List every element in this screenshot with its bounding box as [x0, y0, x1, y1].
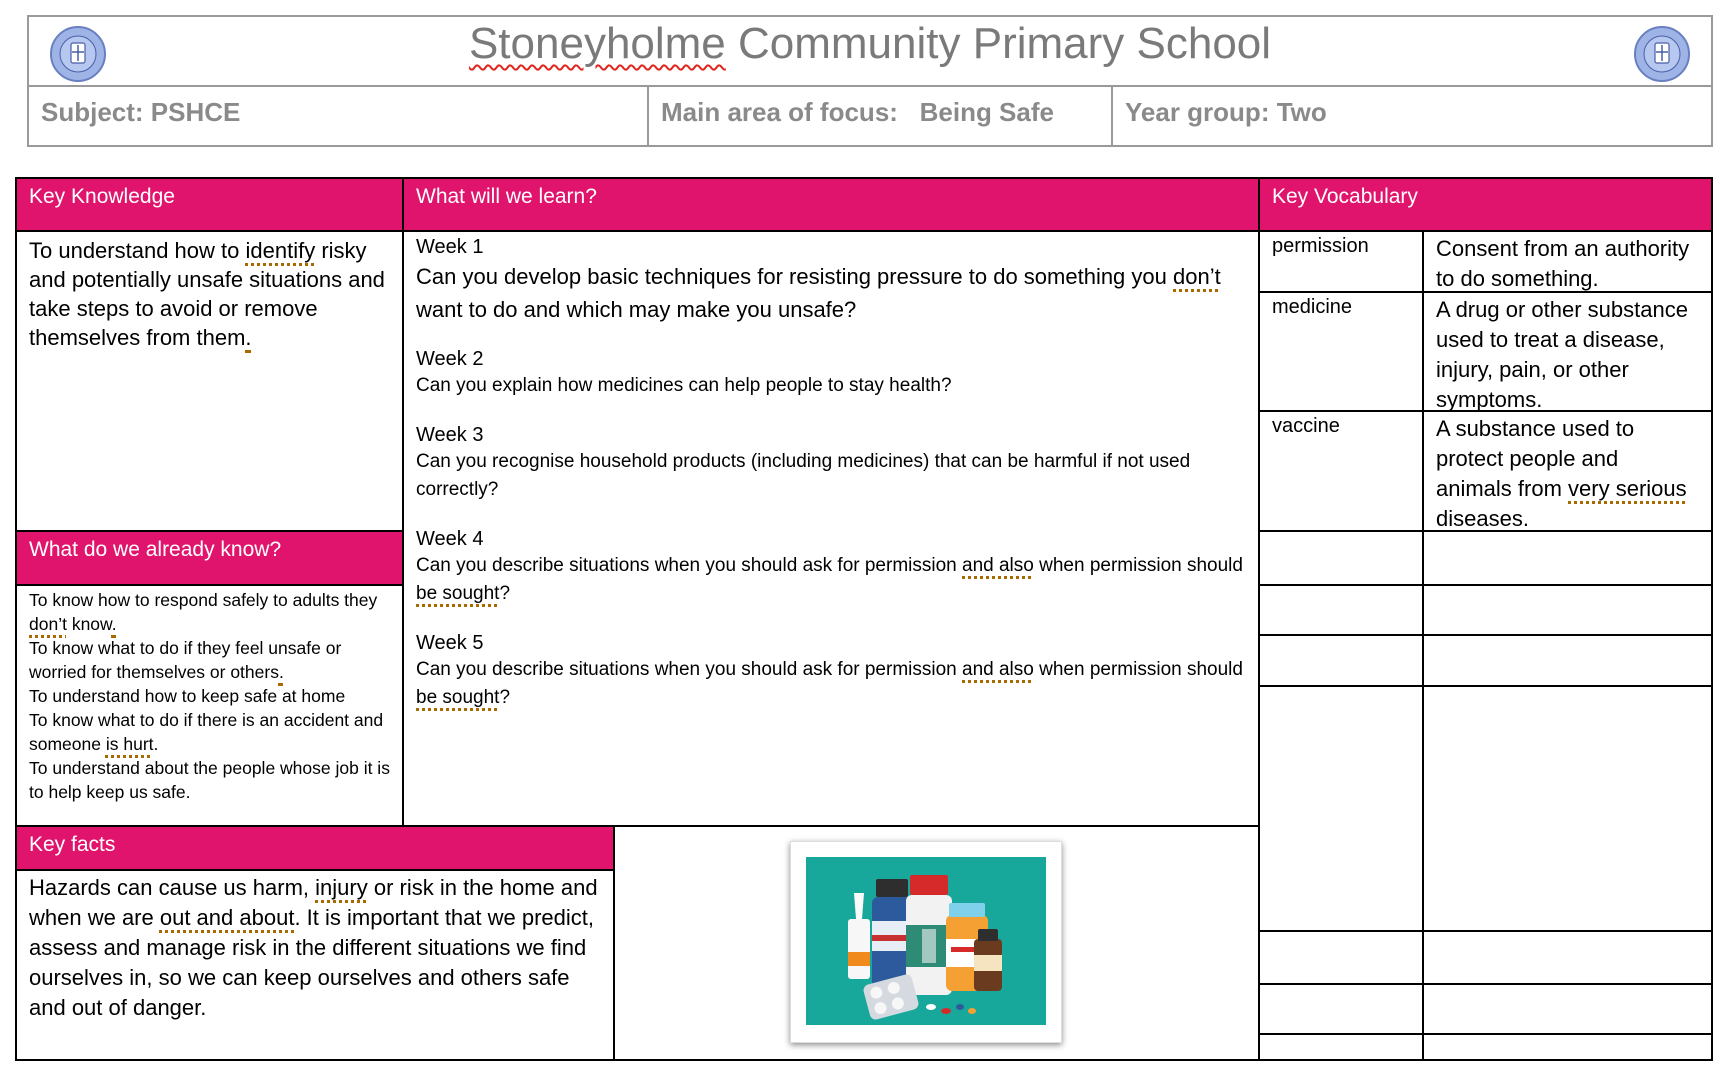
vocab-def-a: A substance used to protect people and animals from	[1436, 416, 1635, 501]
info-row	[29, 85, 1711, 147]
learn-heading: What will we learn?	[402, 177, 1260, 232]
kf-t1: Hazards can cause us harm,	[29, 875, 316, 900]
already-know-item: To understand about the people whose job it is to help keep us safe.	[29, 758, 390, 802]
vocab-term-empty	[1260, 1033, 1424, 1059]
vocab-term: medicine	[1260, 291, 1424, 410]
vocabulary-heading: Key Vocabulary	[1258, 177, 1713, 232]
w5-q-d: be sought	[416, 687, 500, 708]
year-group-label: Year group: Two	[1125, 97, 1327, 127]
vocab-definition	[1424, 410, 1711, 530]
ak-l4c: .	[153, 734, 159, 754]
ak-l1c: know	[66, 614, 112, 634]
vocab-term-empty	[1260, 930, 1424, 983]
vocab-row	[1260, 291, 1711, 412]
vocab-def-c: diseases.	[1436, 506, 1529, 531]
week-question	[416, 260, 1246, 326]
vocab-row	[1260, 410, 1711, 532]
already-know-item	[29, 708, 390, 756]
week-2	[416, 346, 1246, 400]
kk-text-d: .	[245, 325, 252, 350]
school-name-part1: Stoneyholme	[468, 19, 726, 68]
w1-q-c: want to do and which may make you unsafe?	[416, 297, 857, 322]
ak-l2b: .	[278, 662, 284, 682]
w4-q-b: and also	[962, 555, 1034, 576]
vocab-term: permission	[1260, 230, 1424, 291]
vocab-row-empty	[1260, 634, 1711, 687]
kf-t3: or risk in the home and when we are	[29, 875, 598, 930]
kk-text-a: To understand how to	[29, 238, 246, 263]
vocab-def-b: very serious	[1568, 476, 1687, 501]
already-know-item	[29, 636, 390, 684]
school-name-part2: Community Primary School	[725, 19, 1272, 68]
vocab-row-empty	[1260, 930, 1711, 985]
w5-q-b: and also	[962, 659, 1034, 680]
medicines-image	[790, 841, 1062, 1043]
w4-q-a: Can you describe situations when you should ask for permission	[416, 555, 963, 576]
vocab-term-empty	[1260, 634, 1424, 685]
week-label: Week 2	[416, 348, 484, 370]
vocab-row-empty	[1260, 584, 1711, 636]
w1-q-a: Can you develop basic techniques for resisting pressure to do something you	[416, 264, 1173, 289]
vocab-definition: Consent from an authority to do something.	[1436, 236, 1690, 291]
vocab-row-empty	[1260, 685, 1711, 932]
image-cell	[613, 825, 1260, 1061]
w4-q-c: when permission should	[1033, 555, 1243, 576]
medicines-illustration-icon	[806, 857, 1046, 1025]
focus-label: Main area of focus: Being Safe	[649, 85, 1113, 147]
subject-label: Subject: PSHCE	[29, 85, 649, 147]
week-label: Week 5	[416, 632, 484, 654]
key-facts-heading: Key facts	[15, 825, 615, 871]
kk-text-b: identify	[245, 238, 316, 263]
header-box	[27, 15, 1713, 147]
vocab-term: vaccine	[1260, 410, 1424, 530]
week-3	[416, 422, 1246, 504]
vocab-row-empty	[1260, 983, 1711, 1035]
vocab-term-empty	[1260, 685, 1424, 930]
week-1	[416, 234, 1246, 326]
ak-l1a: To know how to respond safely to adults they	[29, 590, 378, 610]
already-know-item: To understand how to keep safe at home	[29, 686, 346, 706]
week-5	[416, 630, 1246, 712]
already-know-list	[15, 584, 404, 827]
vocabulary-table	[1258, 230, 1713, 1061]
w5-q-a: Can you describe situations when you should ask for permission	[416, 659, 963, 680]
kk-text-c: risky and potentially unsafe situations and take steps to avoid or remove themselves from them	[29, 238, 385, 350]
week-label: Week 4	[416, 528, 484, 550]
learn-weeks	[402, 230, 1260, 827]
school-title	[29, 19, 1711, 69]
kf-t4: out and about	[159, 905, 295, 930]
vocab-term-empty	[1260, 983, 1424, 1033]
week-question: Can you explain how medicines can help people to stay health?	[416, 375, 952, 396]
w5-q-e: ?	[499, 687, 511, 708]
already-know-item	[29, 588, 390, 636]
w5-q-c: when permission should	[1033, 659, 1243, 680]
week-question	[416, 656, 1246, 712]
vocab-term-empty	[1260, 530, 1424, 584]
kf-t5: . It is important that we predict, assess and manage risk in the different situations we find ourselves in, so we can keep ourselves and others safe and out of danger.	[29, 905, 595, 1020]
w4-q-d: be sought	[416, 583, 500, 604]
school-crest-icon	[1633, 25, 1691, 83]
week-label: Week 1	[416, 236, 484, 258]
vocab-row	[1260, 230, 1711, 293]
vocab-row-empty	[1260, 530, 1711, 586]
vocab-term-empty	[1260, 584, 1424, 634]
kf-t2: injury	[315, 875, 368, 900]
week-question: Can you recognise household products (including medicines) that can be harmful if not used correctly?	[416, 451, 1191, 500]
already-know-heading: What do we already know?	[15, 530, 404, 586]
vocab-row-empty	[1260, 1033, 1711, 1059]
title-row	[29, 17, 1711, 87]
key-knowledge-heading: Key Knowledge	[15, 177, 404, 232]
ak-l4b: is hurt	[105, 734, 154, 754]
week-label: Week 3	[416, 424, 484, 446]
w4-q-e: ?	[499, 583, 511, 604]
key-knowledge-text	[15, 230, 404, 532]
key-facts-text	[15, 869, 615, 1061]
ak-l4a: To know what to do if there is an accident and someone	[29, 710, 384, 754]
vocab-definition: A drug or other substance used to treat a disease, injury, pain, or other symptoms.	[1436, 297, 1688, 412]
ak-l1d: .	[111, 614, 117, 634]
week-4	[416, 526, 1246, 608]
ak-l1b: don’t	[29, 614, 67, 634]
ak-l2a: To know what to do if they feel unsafe or worried for themselves or others	[29, 638, 342, 682]
week-question	[416, 552, 1246, 608]
w1-q-b: don’t	[1173, 264, 1221, 289]
